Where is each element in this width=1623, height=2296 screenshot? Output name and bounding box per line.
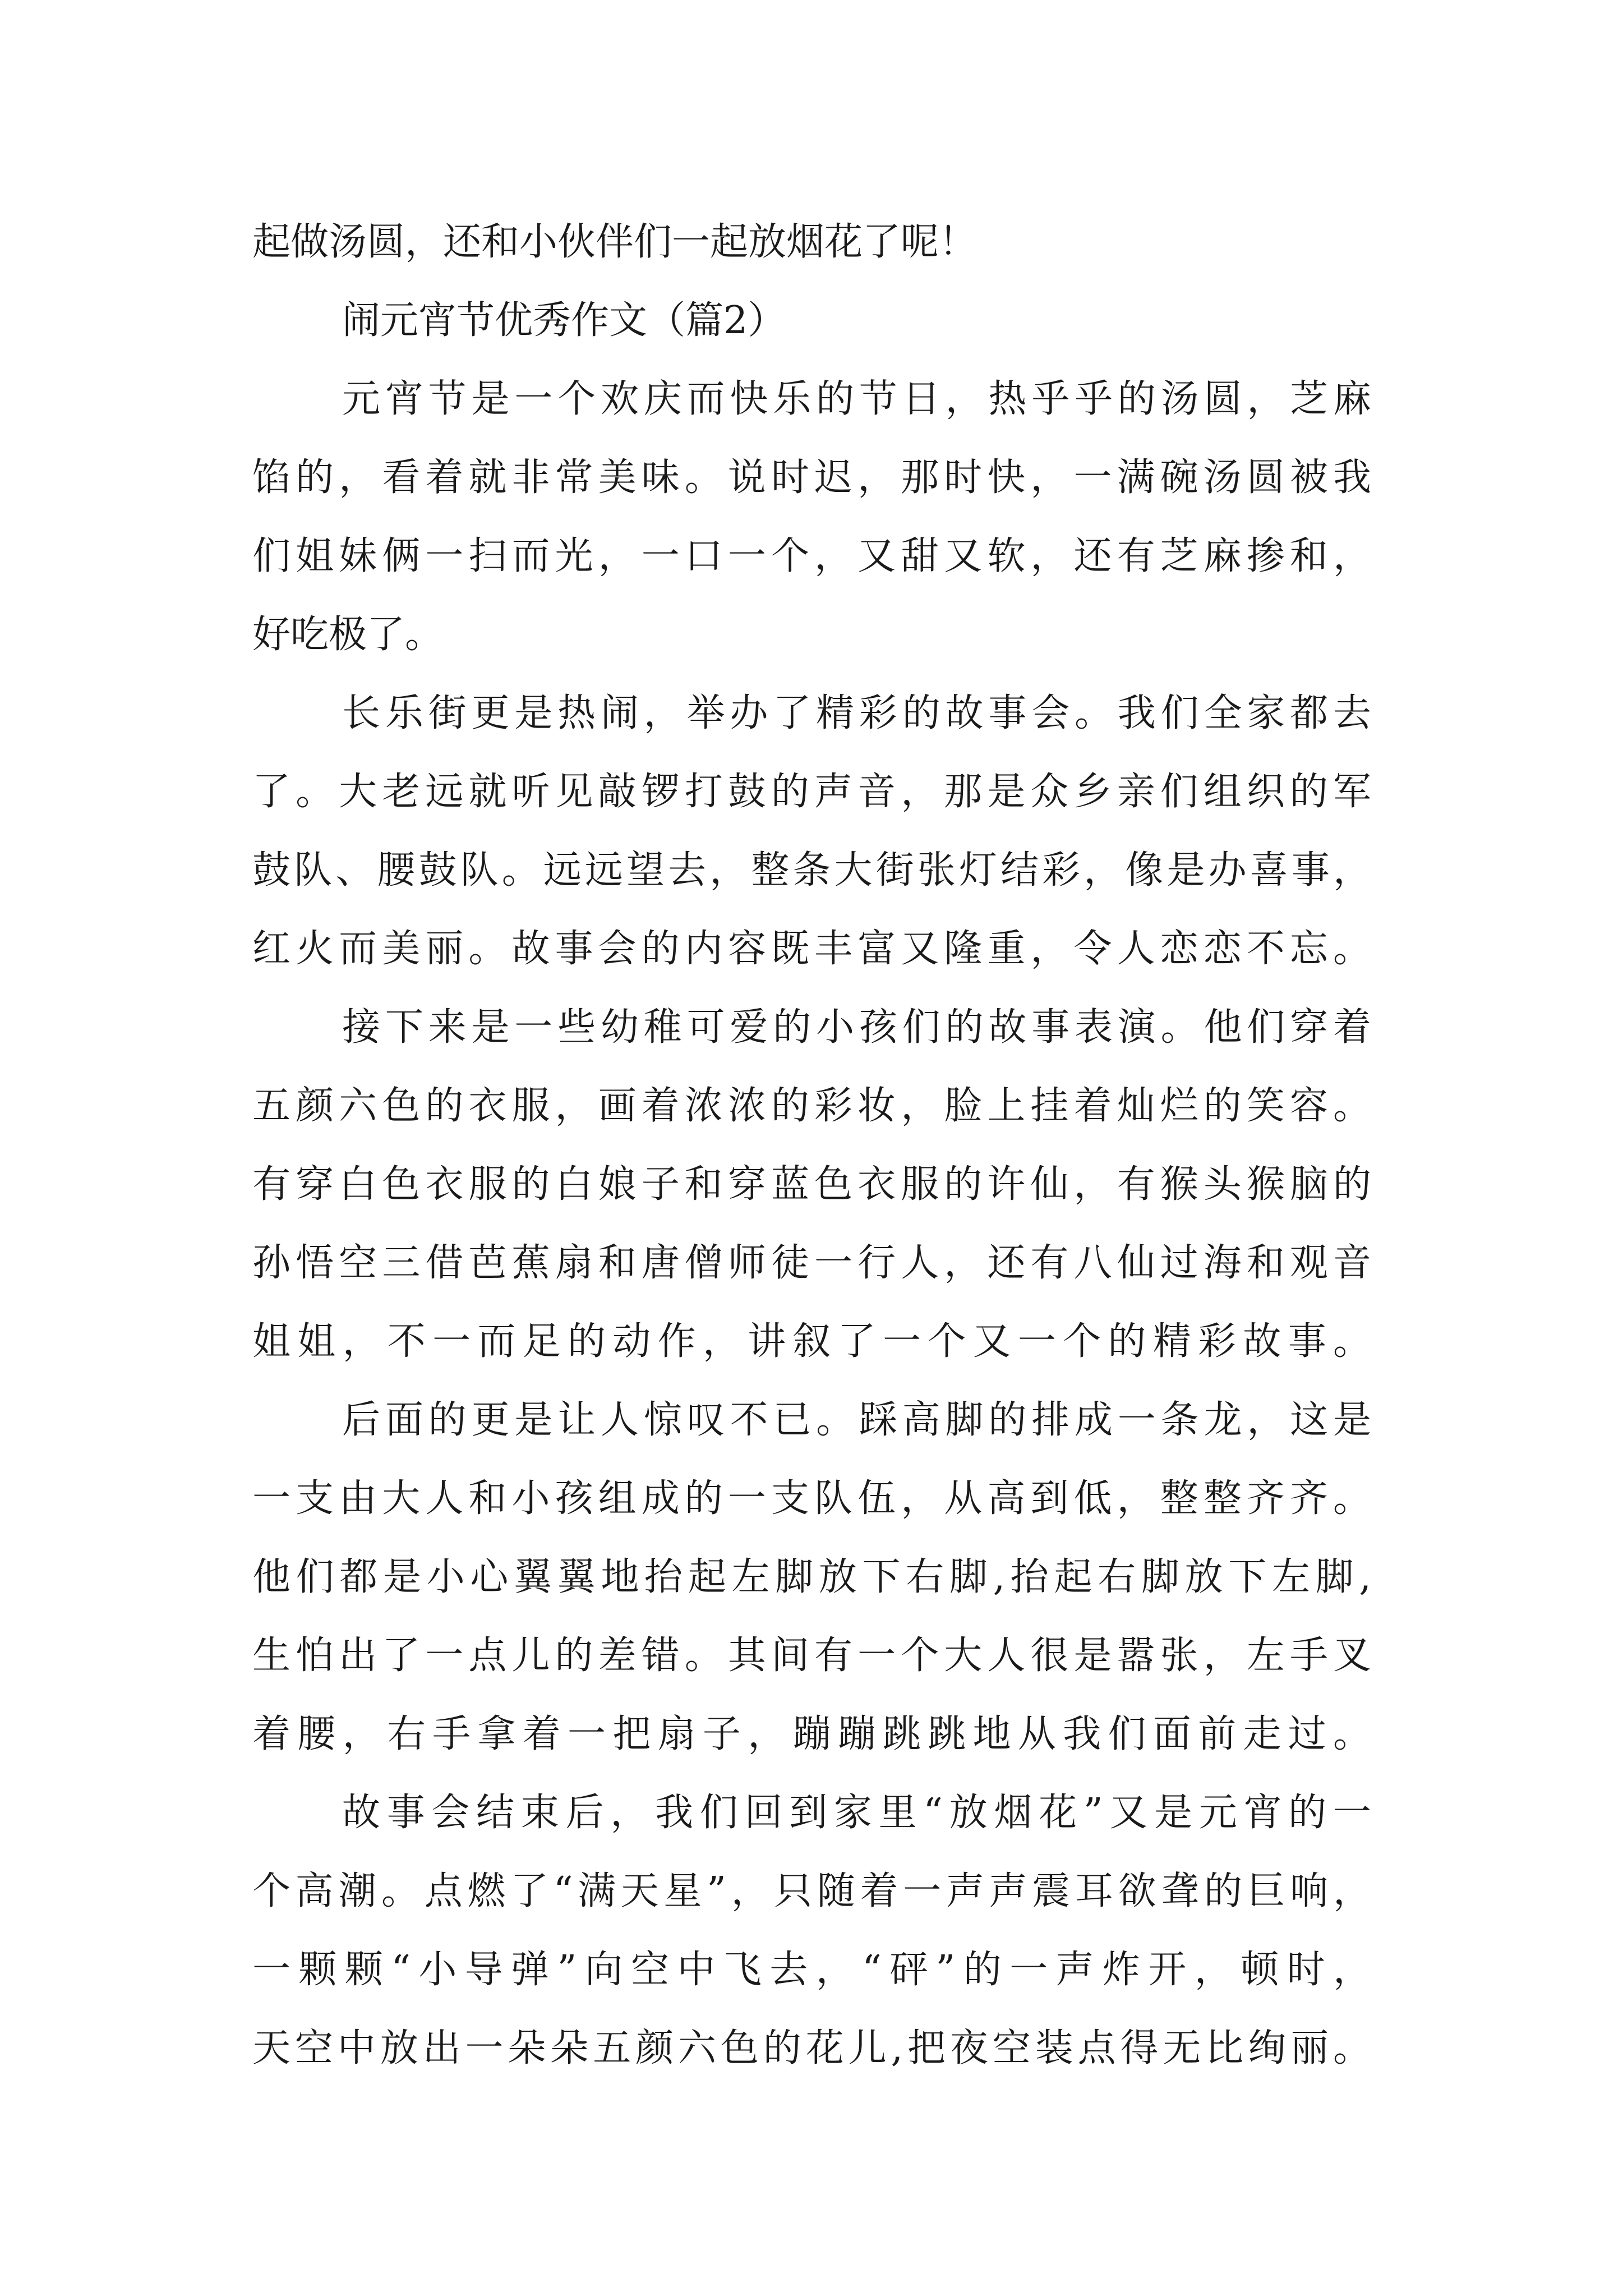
text-line: 着腰，右手拿着一把扇子，蹦蹦跳跳地从我们面前走过。 xyxy=(252,1712,1371,1756)
text-line: 故事会结束后，我们回到家里“放烟花”又是元宵的一 xyxy=(342,1791,1371,1835)
text-line: 生怕出了一点儿的差错。其间有一个大人很是嚣张，左手叉 xyxy=(252,1634,1371,1678)
text-line: 长乐街更是热闹，举办了精彩的故事会。我们全家都去 xyxy=(342,691,1371,735)
text-line: 一颗颗“小导弹”向空中飞去，“砰”的一声炸开，顿时， xyxy=(252,1948,1371,1992)
text-line: 后面的更是让人惊叹不已。踩高脚的排成一条龙，这是 xyxy=(342,1398,1371,1442)
text-line: 有穿白色衣服的白娘子和穿蓝色衣服的许仙，有猴头猴脑的 xyxy=(252,1162,1371,1207)
text-line: 们姐妹俩一扫而光，一口一个，又甜又软，还有芝麻掺和， xyxy=(252,534,1371,578)
text-line: 五颜六色的衣服，画着浓浓的彩妆，脸上挂着灿烂的笑容。 xyxy=(252,1084,1371,1128)
text-line: 他们都是小心翼翼地抬起左脚放下右脚,抬起右脚放下左脚, xyxy=(252,1555,1371,1599)
text-line: 天空中放出一朵朵五颜六色的花儿,把夜空装点得无比绚丽。 xyxy=(252,2026,1371,2070)
text-line: 孙悟空三借芭蕉扇和唐僧师徒一行人，还有八仙过海和观音 xyxy=(252,1241,1371,1285)
text-line: 起做汤圆，还和小伙伴们一起放烟花了呢！ xyxy=(252,220,978,264)
text-line: 好吃极了。 xyxy=(252,613,444,657)
text-line: 红火而美丽。故事会的内容既丰富又隆重，令人恋恋不忘。 xyxy=(252,927,1371,971)
text-line: 馅的，看着就非常美味。说时迟，那时快，一满碗汤圆被我 xyxy=(252,455,1371,500)
text-line: 了。大老远就听见敲锣打鼓的声音，那是众乡亲们组织的军 xyxy=(252,770,1371,814)
text-line: 一支由大人和小孩组成的一支队伍，从高到低，整整齐齐。 xyxy=(252,1476,1371,1521)
text-line: 元宵节是一个欢庆而快乐的节日，热乎乎的汤圆，芝麻 xyxy=(342,377,1371,421)
section-heading: 闹元宵节优秀作文（篇2） xyxy=(342,298,786,343)
text-line: 个高潮。点燃了“满天星”，只随着一声声震耳欲聋的巨响， xyxy=(252,1869,1371,1913)
text-line: 姐姐，不一而足的动作，讲叙了一个又一个的精彩故事。 xyxy=(252,1319,1371,1364)
text-line: 接下来是一些幼稚可爱的小孩们的故事表演。他们穿着 xyxy=(342,1005,1371,1050)
text-line: 鼓队、腰鼓队。远远望去，整条大街张灯结彩，像是办喜事， xyxy=(252,848,1371,892)
